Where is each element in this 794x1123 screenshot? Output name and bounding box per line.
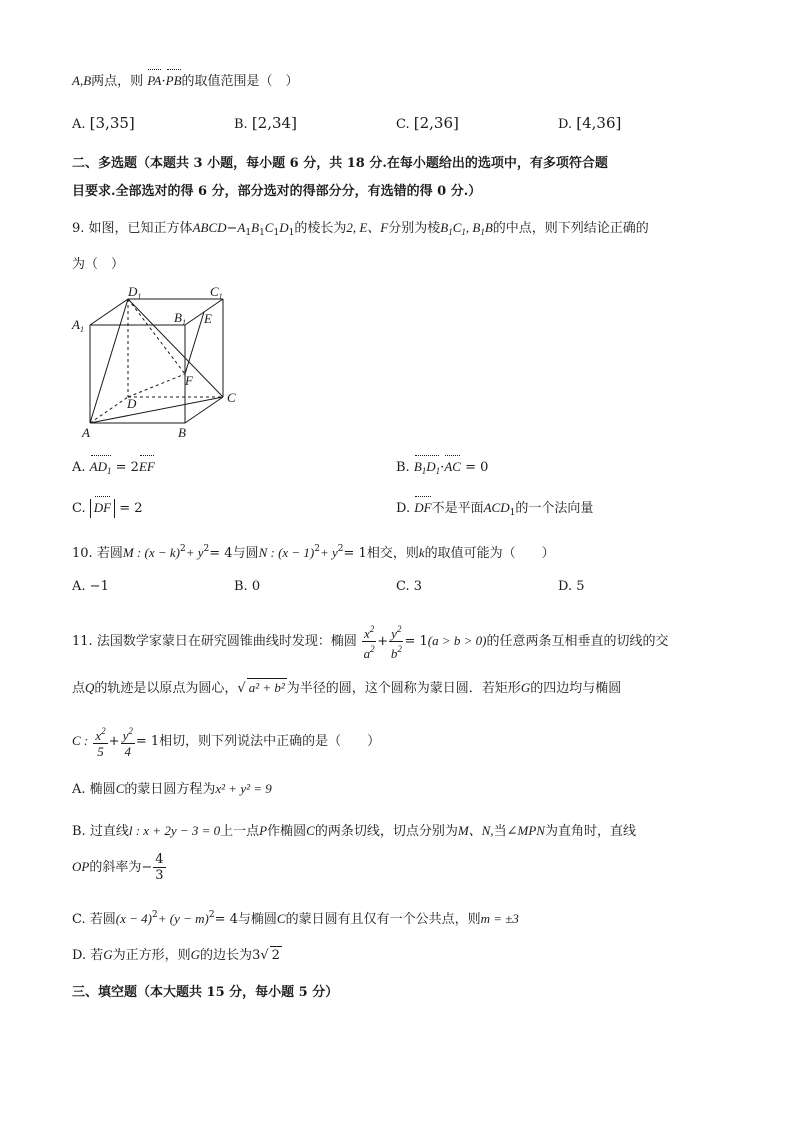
q10-eq4: = 4 (209, 546, 233, 561)
q11-line2-d: 的四边均与椭圆 (530, 681, 622, 696)
q11-option-a: A. 椭圆C的蒙日圆方程为x² + y² = 9 (72, 781, 272, 797)
label-d1: $D_1$ (128, 284, 142, 301)
q11-frac-y4: $\frac{y^2}{4}$ (122, 726, 133, 759)
q11-text1: 法国数学家蒙日在研究圆锥曲线时发现：椭圆 (96, 634, 357, 649)
q9-b: B (484, 220, 493, 235)
q9-option-b-label: B. (396, 460, 410, 475)
q8-option-d-label: D. (558, 117, 573, 132)
q9-stem-line2: 为（ ） (72, 257, 125, 272)
q9-option-b (396, 458, 488, 480)
q9-option-a-ef: EF (138, 459, 155, 474)
hidden-d-f (128, 374, 185, 397)
q8-points: A,B (72, 73, 92, 88)
q11-plus: + (108, 734, 120, 749)
label-b: B (178, 425, 186, 440)
q11-text2: 的任意两条互相垂直的切线的交 (486, 634, 669, 649)
label-c: C (227, 390, 236, 405)
q10-circle-m: M : (x − k) (122, 545, 180, 560)
q10-option-c: C. 3 (396, 579, 423, 594)
q10-sup: 2 (203, 544, 210, 554)
q11-option-a-eq: x² + y² = 9 (215, 781, 272, 796)
section2-heading-line1: 二、多选题（本题共 3 小题，每小题 6 分，共 18 分.在每小题给出的选项中，有多项符合题 (72, 156, 608, 171)
q10-number: 10. (72, 546, 93, 561)
q9-b1: B (472, 220, 481, 235)
q9-sub: 1 (480, 227, 485, 237)
q10-option-a: A. −1 (72, 579, 109, 594)
q11-option-b-slope: $\frac{4}{3}$ (155, 852, 164, 883)
q8-stem-tail (72, 72, 299, 91)
q11-g: G (520, 680, 531, 695)
q10-option-a-value: −1 (89, 579, 109, 594)
label-f: F (185, 373, 193, 388)
q9-option-c-df: DF (93, 500, 112, 515)
q11-frac-x: $\frac{x^2}{a^2}$ (363, 624, 375, 661)
segment-e-f (185, 312, 204, 374)
q9-option-b-ac: AC (444, 459, 461, 474)
q9-sub: 1 (448, 227, 453, 237)
q9-d1: D (279, 220, 289, 235)
q9-sub: 1 (509, 508, 516, 518)
q10-stem (72, 540, 555, 563)
q11-option-b-line1: B. 过直线l : x + 2y − 3 = 0上一点P作椭圆C的两条切线，切点分别为M、N,当∠MPN为直角时，直线 (72, 823, 636, 839)
q9-b1: B (440, 220, 449, 235)
q11-line2-b: 的轨迹是以原点为圆心， (94, 681, 238, 696)
q8-option-b (234, 114, 297, 134)
q9-option-d-df: DF (414, 500, 432, 515)
q8-text-mid: 两点，则 (91, 74, 144, 89)
q10-text1: 若圆 (96, 546, 123, 561)
q10-circle-n: N : (x − 1) (258, 545, 315, 560)
q11-stem-line3 (72, 724, 380, 759)
q10-option-d-value: 5 (576, 579, 585, 594)
q10-option-d: D. 5 (558, 579, 585, 594)
q8-option-c (396, 114, 459, 134)
label-e: E (204, 311, 212, 326)
q11-stem-line2: 点Q的轨迹是以原点为圆心，√ a² + b² 为半径的圆，这个圆称为蒙日圆．若矩形G的四边均与椭圆 (72, 680, 622, 696)
q11-option-d: D. 若G为正方形，则G的边长为3√ 2 (72, 947, 280, 963)
q11-option-c-m: m = ±3 (480, 911, 519, 926)
q9-sub: 1 (288, 228, 295, 238)
q9-option-b-vector: $B_1D_1$ (414, 458, 440, 480)
q9-option-d-plane: ACD (483, 500, 510, 515)
q9-cube-figure (70, 282, 250, 442)
q11-c: C : (72, 733, 89, 748)
q11-number: 11. (72, 634, 93, 649)
q11-cond: (a > b > 0) (427, 633, 487, 648)
q9-sub: 1 (259, 228, 265, 238)
q8-option-a (72, 114, 135, 134)
q9-option-d (396, 499, 593, 522)
q11-q: Q (85, 680, 95, 695)
q10-text2: 与圆 (232, 546, 259, 561)
q11-line3-b: 相切，则下列说法中正确的是（ ） (159, 734, 381, 749)
q9-number: 9. (72, 221, 85, 236)
q10-sup: 2 (314, 544, 320, 554)
q11-line3-eq: = 1 (135, 734, 160, 749)
q8-dot: · (161, 74, 166, 89)
q9-text5: 的中点，则下列结论正确的 (492, 221, 649, 236)
label-d: D (127, 396, 137, 411)
label-a1: $A_1$ (72, 317, 84, 334)
q9-option-a (72, 458, 155, 480)
q8-option-d (558, 114, 621, 134)
q9-sub: 1 (245, 228, 252, 238)
edge-a1-d1 (90, 299, 128, 325)
label-a: A (82, 425, 90, 440)
q8-text-end: 的取值范围是（ ） (181, 74, 299, 89)
q11-option-b-line: l : x + 2y − 3 = 0 (128, 823, 221, 838)
q9-option-d-label: D. (396, 501, 411, 516)
q9-option-b-dot: · (440, 460, 445, 475)
q9-option-d-text: 不是平面 (431, 501, 484, 516)
q8-vector-pa: PA (147, 73, 162, 88)
q9-option-a-vector: $AD_1$ (90, 458, 112, 480)
q10-eq1: = 1 (343, 546, 367, 561)
diag-d1-a (90, 299, 128, 423)
q9-c1: C (452, 220, 462, 235)
section2-heading-line2: 目要求.全部选对的得 6 分，部分选对的得部分分，有选错的得 0 分.） (72, 184, 482, 199)
q10-option-c-value: 3 (413, 579, 423, 594)
q10-sup: 2 (337, 544, 344, 554)
q11-eq1: = 1 (404, 634, 428, 649)
q10-text3: 相交，则 (366, 546, 419, 561)
q9-c1: C (264, 220, 274, 235)
label-c1: $C_1$ (210, 284, 223, 301)
q9-option-c-eq: = 2 (119, 501, 143, 516)
q9-text3: 2, E、F (346, 220, 389, 235)
q10-option-b-value: 0 (251, 579, 261, 594)
q8-option-b-value: [2,34] (251, 114, 297, 132)
q9-option-a-label: A. (72, 460, 86, 475)
q9-option-b-eq: = 0 (465, 460, 489, 475)
q11-option-b-line2: OP的斜率为− $\frac{4}{3}$ (72, 852, 164, 883)
q9-text4: 分别为棱 (388, 221, 441, 236)
q8-option-c-label: C. (396, 117, 410, 132)
q11-frac-x5: $\frac{x^2}{5}$ (95, 726, 106, 759)
q10-k: k (418, 545, 425, 560)
q9-b1: B (251, 220, 260, 235)
q9-option-a-eq: = 2 (115, 460, 139, 475)
q10-sup: 2 (179, 544, 186, 554)
q11-plus: + (377, 634, 389, 649)
section3-heading: 三、填空题（本大题共 15 分，每小题 5 分） (72, 985, 339, 1000)
q10-plus-y: + y (320, 545, 338, 560)
q8-option-b-label: B. (234, 117, 248, 132)
q10-text4: 的取值可能为（ ） (424, 546, 555, 561)
q8-option-d-value: [4,36] (576, 114, 622, 132)
q8-option-c-value: [2,36] (413, 114, 459, 132)
q8-vector-pb: PB (165, 73, 182, 88)
q9-option-c-label: C. (72, 501, 86, 516)
q9-option-c (72, 499, 143, 518)
q10-plus-y: + y (185, 545, 204, 560)
diag-a-c (90, 397, 223, 423)
q9-dash: − (226, 221, 238, 236)
label-b1: $B_1$ (174, 310, 186, 327)
q8-option-a-value: [3,35] (89, 114, 135, 132)
q11-stem-line1 (72, 622, 668, 661)
q9-sub: 1 (461, 227, 466, 237)
q11-line2-a: 点 (72, 681, 86, 696)
q11-sqrt: a² + b² (248, 680, 285, 695)
q10-option-b: B. 0 (234, 579, 261, 594)
q11-option-d-sqrt: 2 (271, 948, 280, 963)
q9-a1: A (237, 220, 246, 235)
q9-text2: 的棱长为 (294, 221, 347, 236)
q9-stem-line1: 9. 如图，已知正方体$ABCD-A_1B_1C_1D_1$的棱长为2, E、F分别为棱$B_1C_1$, $B_1B$的中点，则下列结论正确的 (72, 220, 649, 238)
q8-option-a-label: A. (72, 117, 86, 132)
q9-sub: 1 (273, 228, 280, 238)
q9-option-d-end: 的一个法向量 (515, 501, 594, 516)
q11-option-c: C. 若圆$(x - 4)^2+ (y - m)^2= 4$与椭圆C的蒙日圆有且仅有一个公共点，则m = ±3 (72, 910, 519, 927)
q9-cube-base: ABCD (192, 220, 227, 235)
q9-text1: 如图，已知正方体 (88, 221, 193, 236)
q11-frac-y: $\frac{y^2}{b^2}$ (390, 624, 402, 661)
q11-line2-c: 为半径的圆，这个圆称为蒙日圆．若矩形 (286, 681, 521, 696)
